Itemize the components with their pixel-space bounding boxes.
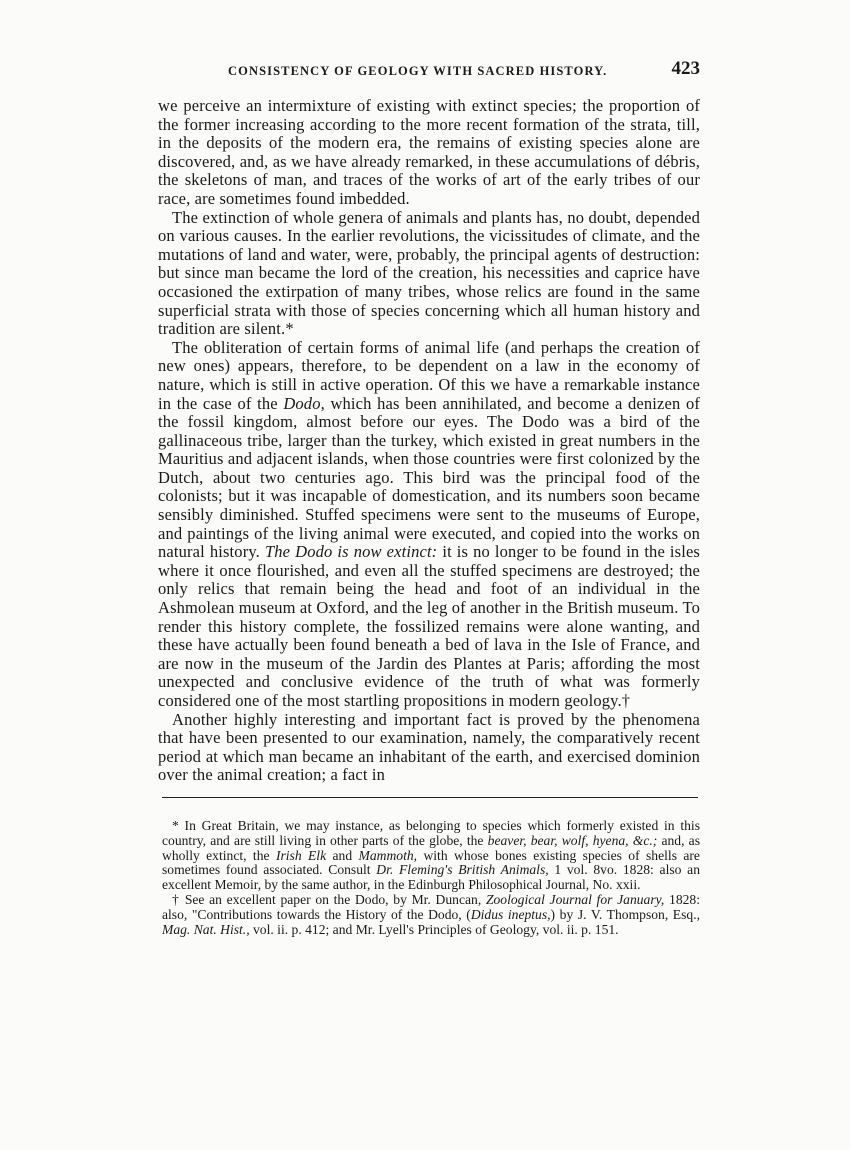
footnote-italic: Didus ineptus, bbox=[470, 906, 551, 922]
footnote-text: with whose bones existing species of shells are sometimes found associated. Consult bbox=[162, 847, 700, 878]
footnote-text: 1 vol. 8vo. 1828: also an excellent Memoir, by the same author, in the Edinburgh Philosophical Journal, No. xxii. bbox=[162, 862, 700, 893]
footnote-text: vol. ii. p. 412; and Mr. Lyell's Principles of Geology, vol. ii. p. 151. bbox=[249, 921, 619, 937]
footnote-text: and bbox=[326, 847, 359, 863]
paragraph-text: The obliteration of certain forms of animal life (and perhaps the creation of new ones) appears, therefore, to be dependent on a law in the economy of nature, which is still in active operation. Of this we have a remarkable instance in the case of the bbox=[158, 337, 700, 413]
paragraph-text: Another highly interesting and important fact is proved by the phenomena that have been presented to our examination, namely, the comparatively recent period at which man became an inhabitant of the earth, and exercised dominion over the animal creation; a fact in bbox=[158, 709, 700, 785]
footnote-rule bbox=[162, 797, 698, 798]
book-page bbox=[158, 58, 700, 937]
footnote bbox=[158, 893, 700, 937]
paragraph-italic: The Dodo is now extinct: bbox=[264, 542, 438, 562]
footnote-italic: Mammoth, bbox=[358, 847, 418, 863]
paragraph-text: it is no longer to be found in the isles where it once flourished, and even all the stuffed specimens are destroyed; the only relics that remain being the head and foot of an individual in the Ashmolean museum at Oxford, and the leg of another in the British museum. To render this history complete, the fossilized remains were alone wanting, and these have actually been found beneath a bed of lava in the Isle of France, and are now in the museum of the Jardin des Plantes at Paris; affording the most unexpected and conclusive evidence of the truth of what was formerly considered one of the most startling propositions in modern geology.† bbox=[158, 542, 701, 710]
page-number: 423 bbox=[671, 58, 700, 79]
paragraph-text: we perceive an intermixture of existing with extinct species; the proportion of the former increasing according to the more recent formation of the strata, till, in the deposits of the modern era, the remains of existing species alone are discovered, and, as we have already remarked, in these accumulations of débris, the skeletons of man, and traces of the works of art of the early tribes of our race, are sometimes found imbedded. bbox=[158, 96, 700, 208]
paragraph bbox=[158, 97, 700, 209]
paragraph bbox=[158, 339, 700, 711]
footnote bbox=[158, 819, 700, 893]
paragraph bbox=[158, 711, 700, 785]
footnote-text: and, as wholly extinct, the bbox=[162, 832, 700, 863]
footnote-italic: Dr. Fleming's British Animals, bbox=[376, 862, 549, 878]
footnotes bbox=[158, 819, 700, 937]
footnote-italic: Zoological Journal for January, bbox=[485, 891, 665, 907]
paragraph-italic: Dodo, bbox=[283, 393, 325, 413]
footnote-text: 1828: also, "Contributions towards the History of the Dodo, ( bbox=[162, 891, 700, 922]
footnote-text: † See an excellent paper on the Dodo, by Mr. Duncan, bbox=[172, 891, 486, 907]
footnote-italic: beaver, bear, wolf, hyena, &c.; bbox=[487, 832, 658, 848]
running-title: CONSISTENCY OF GEOLOGY WITH SACRED HISTORY. bbox=[228, 64, 608, 78]
paragraph-text: The extinction of whole genera of animals and plants has, no doubt, depended on various causes. In the earlier revolutions, the vicissitudes of climate, and the mutations of land and water, were, probably, the principal agents of destruction: but since man became the lord of the creation, his necessities and caprice have occasioned the extirpation of many tribes, whose relics are found in the same superficial strata with those of species concerning which all human history and tradition are silent.* bbox=[158, 207, 700, 339]
paragraph-text: which has been annihilated, and become a denizen of the fossil kingdom, almost before our eyes. The Dodo was a bird of the gallinaceous tribe, larger than the turkey, which existed in great numbers in the Mauritius and adjacent islands, when those countries were first colonized by the Dutch, about two centuries ago. This bird was the principal food of the colonists; but it was incapable of domestication, and its numbers soon became sensibly diminished. Stuffed specimens were sent to the museums of Europe, and paintings of the living animal were executed, and copied into the works on natural history. bbox=[158, 393, 701, 562]
footnote-italic: Mag. Nat. Hist., bbox=[162, 921, 250, 937]
paragraph bbox=[158, 209, 700, 339]
footnote-text: * In Great Britain, we may instance, as belonging to species which formerly existed in this country, and are still living in other parts of the globe, the bbox=[162, 817, 700, 848]
footnote-text: ) by J. V. Thompson, Esq., bbox=[550, 906, 700, 922]
running-head bbox=[158, 58, 700, 86]
main-text bbox=[158, 97, 700, 785]
footnote-italic: Irish Elk bbox=[275, 847, 327, 863]
